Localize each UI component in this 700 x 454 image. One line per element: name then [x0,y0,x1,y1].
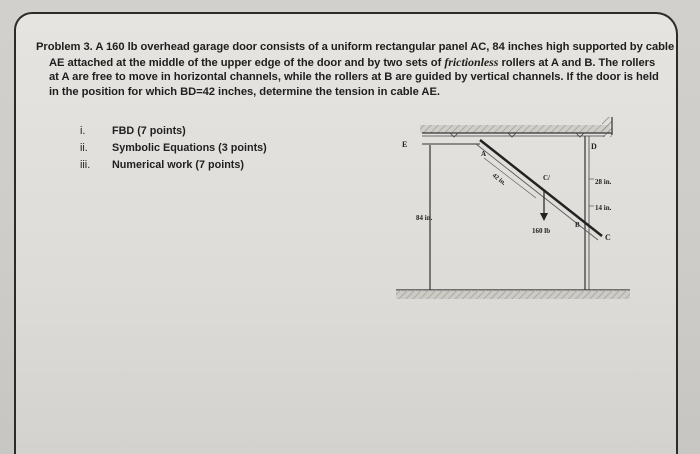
problem-line-4: in the position for which BD=42 inches, determine the tension in cable AE. [49,85,440,98]
weight-arrow-head [540,213,548,221]
frictionless-word: frictionless [444,54,499,69]
door-panel [480,140,602,236]
task-number: iii. [80,159,91,171]
problem-line-2 [36,55,666,71]
door-panel-edge [476,144,598,240]
task-label: Symbolic Equations (3 points) [112,142,267,154]
floor-shade [396,290,630,299]
label-b: B [575,221,580,229]
task-number: i. [80,125,86,137]
problem-line-3: at A are free to move in horizontal channels, while the rollers at B are guided by vertical channels. If the door is held [49,71,659,84]
problem-line-2-text: AE attached at the middle of the upper edge of the door and by two sets of [49,56,442,69]
garage-door-figure [380,112,640,307]
task-label: FBD (7 points) [112,125,186,137]
label-42in: 42 in. [490,172,508,187]
label-a: A [481,150,487,158]
label-c-mid: C/ [543,174,550,182]
label-160lb: 160 lb [532,227,551,235]
label-d: D [591,142,597,151]
task-list [80,123,267,174]
label-c: C [605,233,611,242]
task-label: Numerical work (7 points) [112,159,244,171]
label-84in: 84 in. [416,214,433,222]
ceiling-shade [420,125,610,133]
problem-statement [36,40,675,99]
task-item [80,140,267,157]
label-e: E [402,140,408,149]
task-number: ii. [80,142,88,154]
label-28in: 28 in. [595,178,612,186]
task-item [80,123,267,140]
problem-line-1: Problem 3. A 160 lb overhead garage door consists of a uniform rectangular panel AC, 84 inches high supported by cable [36,41,675,53]
label-14in: 14 in. [595,204,612,212]
problem-line-2-tail: rollers at A and B. The rollers [501,56,656,69]
task-item [80,157,267,174]
wall-hatch [602,117,612,137]
